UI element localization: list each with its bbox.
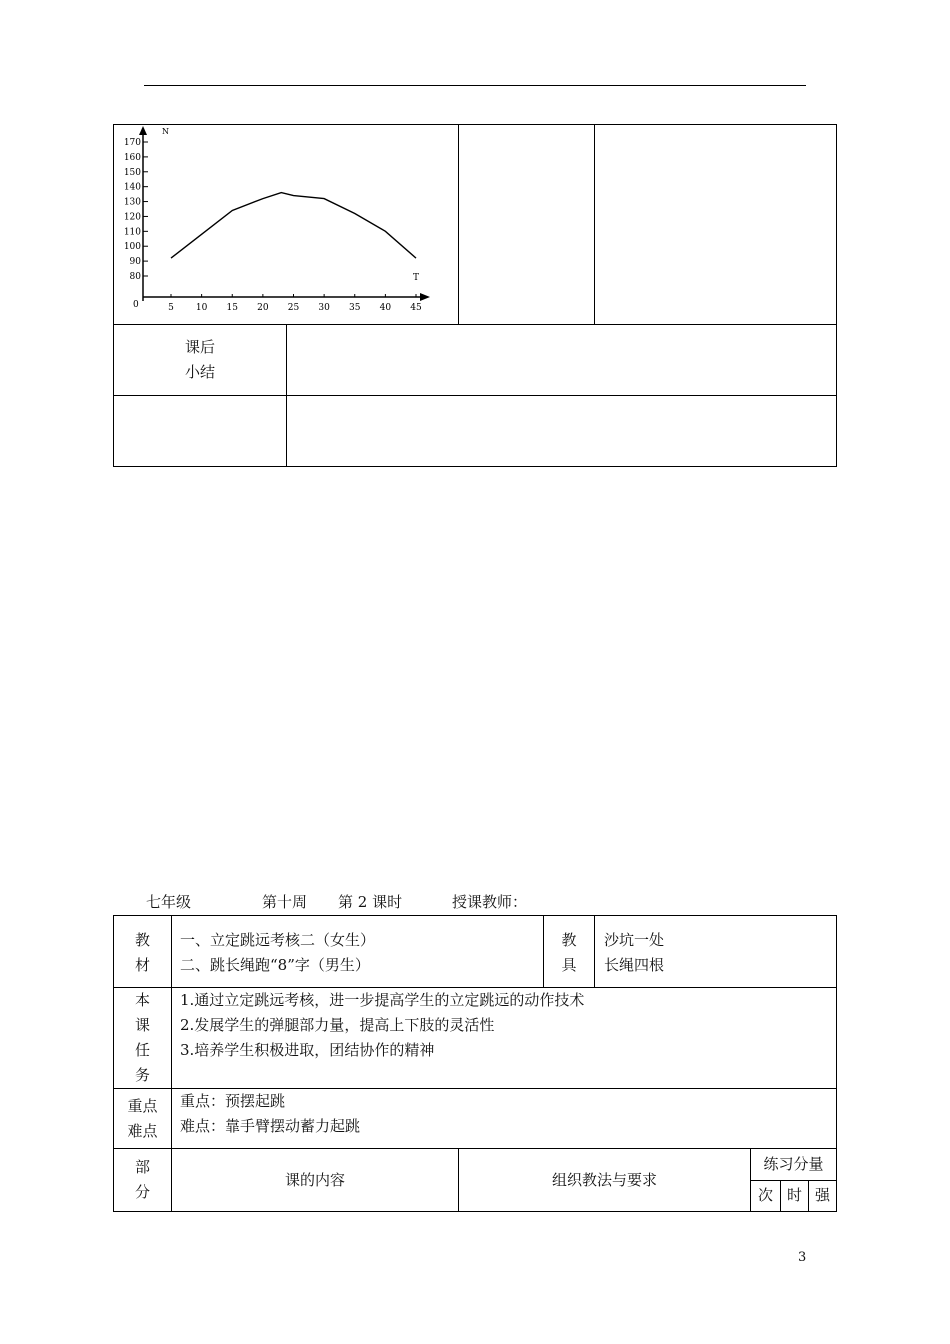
- difficult-point: 难点：靠手臂摆动蓄力起跳: [180, 1117, 361, 1135]
- part-label-2: 分: [134, 1183, 150, 1201]
- tasks-label-1: 本: [134, 991, 150, 1009]
- y-axis-arrow: [139, 126, 147, 135]
- y-tick-label: 110: [123, 227, 141, 238]
- x-tick-label: 30: [318, 303, 330, 313]
- tasks-label-4: 务: [134, 1066, 150, 1084]
- x-tick-label: 40: [379, 303, 392, 313]
- times-header: 次: [757, 1186, 773, 1204]
- x-tick-label: 20: [257, 303, 269, 313]
- y-tick-label: 160: [123, 152, 141, 163]
- origin-label: 0: [133, 300, 139, 310]
- y-tick-label: 170: [123, 138, 141, 148]
- key-label-1: 重点: [127, 1097, 158, 1115]
- duration-header: 时: [786, 1186, 802, 1204]
- key-difficult-label: [114, 1094, 171, 1144]
- key-label-2: 难点: [127, 1122, 158, 1140]
- summary-label-line1: 课后: [184, 338, 215, 356]
- summary-label: [114, 335, 286, 385]
- grade: 七年级: [146, 893, 192, 911]
- y-tick-label: 150: [123, 167, 141, 178]
- line-chart: [114, 125, 458, 324]
- materials-label-2: 材: [134, 956, 150, 974]
- summary-label-line2: 小结: [184, 363, 215, 381]
- x-axis-arrow: [420, 293, 430, 301]
- header-rule: [144, 85, 806, 86]
- task-item-3: 3.培养学生积极进取，团结协作的精神: [180, 1041, 435, 1059]
- series-line: [171, 193, 416, 259]
- part-label-1: 部: [134, 1158, 150, 1176]
- y-tick-label: 100: [123, 242, 141, 253]
- tasks-label: [114, 988, 171, 1088]
- content-header: 课的内容: [284, 1171, 345, 1189]
- y-tick-label: 90: [129, 257, 141, 268]
- period: 第 2 课时: [338, 893, 403, 911]
- y-tick-label: 120: [123, 212, 141, 223]
- y-tick-label: 140: [123, 182, 141, 193]
- materials-line-2: 二、跳长绳跑“8”字（男生）: [180, 956, 370, 974]
- materials-line-1: 一、立定跳远考核二（女生）: [180, 931, 376, 949]
- part-label: [114, 1155, 171, 1205]
- week: 第十周: [262, 893, 308, 911]
- equipment-content: [604, 928, 664, 978]
- task-item-2: 2.发展学生的弹腿部力量，提高上下肢的灵活性: [180, 1016, 495, 1034]
- materials-label: [114, 928, 171, 978]
- equipment-label-1: 教: [561, 931, 577, 949]
- key-point: 重点：预摆起跳: [180, 1092, 286, 1110]
- equipment-line-1: 沙坑一处: [604, 931, 665, 949]
- tasks-label-2: 课: [134, 1016, 150, 1034]
- y-tick-label: 130: [123, 197, 141, 208]
- tasks-content: [180, 988, 584, 1063]
- task-item-1: 1.通过立定跳远考核，进一步提高学生的立定跳远的动作技术: [180, 991, 585, 1009]
- key-difficult-content: [180, 1089, 360, 1139]
- x-tick-label: 5: [168, 303, 174, 313]
- materials-content: [180, 928, 375, 978]
- y-axis-label: N: [162, 127, 169, 136]
- materials-label-1: 教: [134, 931, 150, 949]
- x-axis-label: T: [413, 273, 420, 283]
- equipment-label: [544, 928, 594, 978]
- equipment-label-2: 具: [561, 956, 577, 974]
- x-tick-label: 35: [349, 303, 361, 313]
- method-header: 组织教法与要求: [551, 1171, 657, 1189]
- intensity-header: 强: [814, 1186, 830, 1204]
- page-number: 3: [798, 1250, 807, 1265]
- tasks-label-3: 任: [134, 1041, 150, 1059]
- x-tick-label: 10: [195, 303, 208, 313]
- x-tick-label: 25: [287, 303, 300, 313]
- equipment-line-2: 长绳四根: [604, 956, 665, 974]
- x-tick-label: 45: [410, 303, 422, 313]
- x-tick-label: 15: [226, 303, 238, 313]
- y-ticks: [124, 138, 148, 282]
- practice-header: 练习分量: [763, 1155, 824, 1173]
- y-tick-label: 80: [129, 272, 141, 282]
- teacher-label: 授课教师：: [452, 893, 528, 911]
